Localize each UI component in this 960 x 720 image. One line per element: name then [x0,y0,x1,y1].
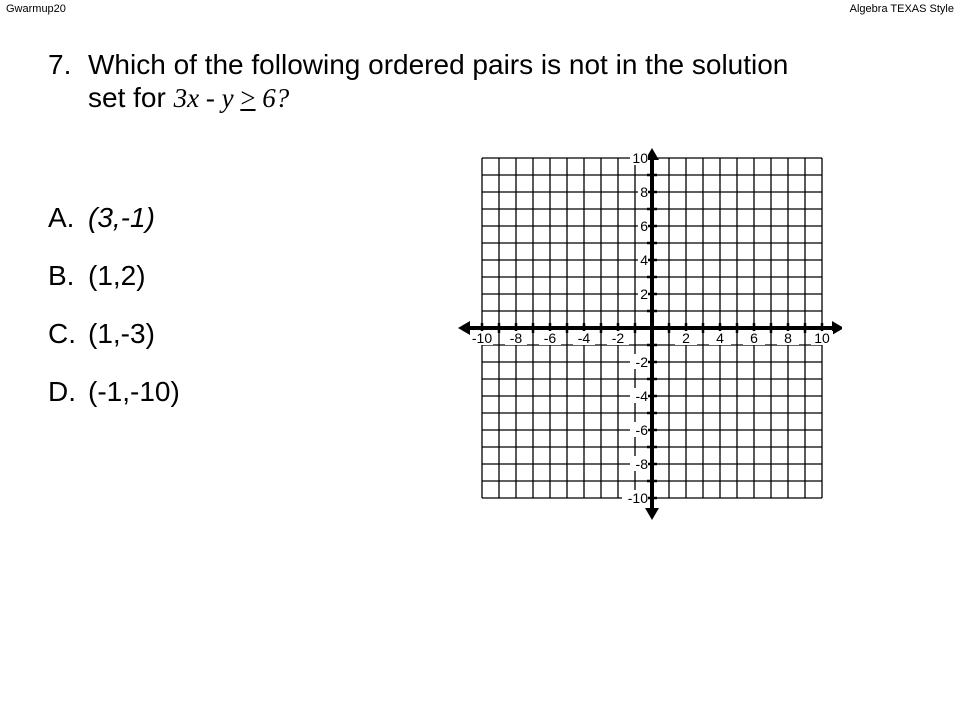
choice-d-letter: D. [48,376,76,407]
choice-c-value: (1,-3) [88,318,155,349]
inequality [174,83,290,113]
y-tick-label: 8 [640,184,648,200]
question-number: 7. [48,49,72,80]
y-axis-bottom-arrow [645,508,659,520]
x-tick-label: -6 [543,330,557,346]
choice-a[interactable] [48,202,155,234]
y-tick-label: -2 [635,354,648,370]
choice-d[interactable] [48,376,180,408]
x-tick-label: -4 [577,330,591,346]
choice-b[interactable] [48,260,146,292]
inequality-left: 3x - y [173,83,241,113]
y-tick-label: 4 [640,252,648,268]
header-right-label: Algebra TEXAS Style [849,3,954,15]
x-tick-label: 8 [784,330,792,346]
question-prompt: Which of the following ordered pairs is not in the solution set for [88,49,789,113]
y-tick-label: 2 [640,286,648,302]
y-tick-label: 6 [640,218,648,234]
x-tick-label: -10 [471,330,493,346]
y-tick-label: -6 [635,422,648,438]
inequality-right: 6? [255,83,290,113]
x-tick-label: 10 [814,330,830,346]
choice-b-value: (1,2) [88,260,146,291]
choice-a-letter: A. [48,202,75,233]
choice-c-letter: C. [48,318,76,349]
x-tick-label: -2 [611,330,625,346]
x-axis-left-arrow [458,321,470,335]
x-axis-right-arrow [832,321,842,335]
question-text [88,48,808,115]
inequality-operator: > [240,83,256,113]
choice-b-letter: B. [48,260,75,291]
x-tick-label: 6 [750,330,758,346]
choice-d-value: (-1,-10) [88,376,180,407]
choice-a-value: (3,-1) [88,202,155,233]
x-tick-label: -8 [509,330,523,346]
x-tick-label: 4 [716,330,724,346]
y-tick-label: 10 [632,150,648,166]
header-left-label: Gwarmup20 [6,3,66,15]
choice-c[interactable] [48,318,155,350]
y-tick-label: -8 [635,456,648,472]
y-tick-label: -4 [635,388,648,404]
coordinate-grid [456,148,842,532]
x-tick-label: 2 [682,330,690,346]
y-tick-label: -10 [627,490,648,506]
